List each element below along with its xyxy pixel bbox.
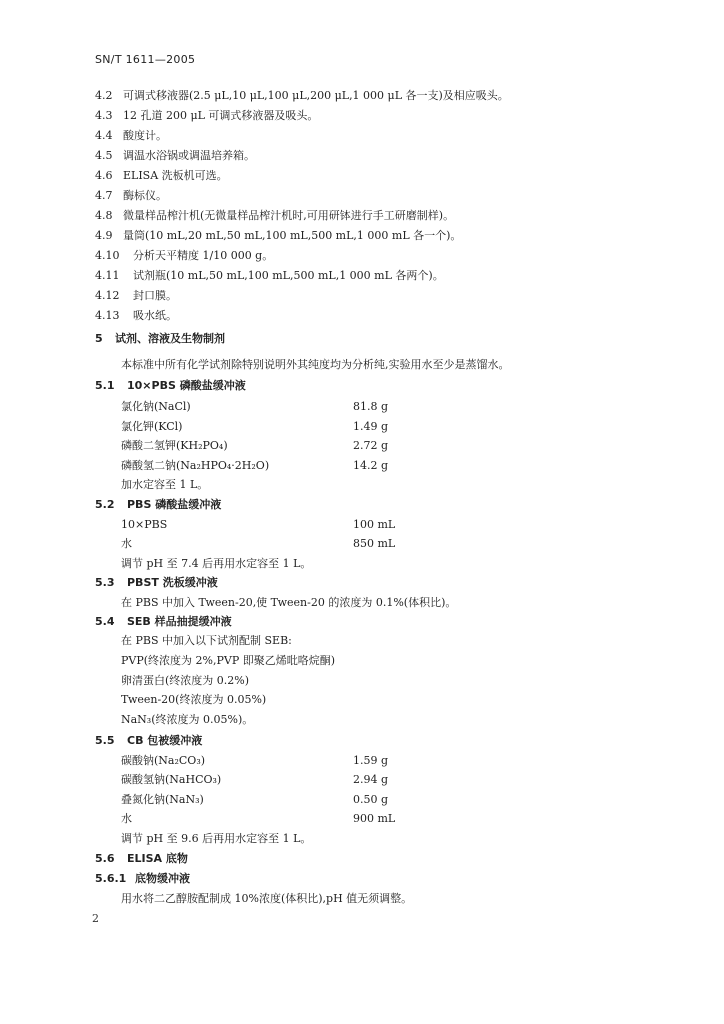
item-text: 分析天平精度 1/10 000 g。 bbox=[133, 249, 274, 262]
subsection-number: 5.3 bbox=[95, 576, 115, 589]
body-text: NaN₃(终浓度为 0.05%)。 bbox=[121, 713, 254, 726]
reagent-name: 氯化钾(KCl) bbox=[121, 420, 183, 433]
item-text: 调温水浴锅或调温培养箱。 bbox=[123, 149, 255, 162]
item-text: 吸水纸。 bbox=[133, 309, 177, 322]
item-number: 4.10 bbox=[95, 249, 120, 262]
subsection-title: 底物缓冲液 bbox=[135, 872, 190, 885]
item-text: 12 孔道 200 μL 可调式移液器及吸头。 bbox=[123, 109, 319, 122]
item-text: ELISA 洗板机可选。 bbox=[123, 169, 228, 182]
reagent-amount: 0.50 g bbox=[353, 793, 389, 806]
body-text: 在 PBS 中加入以下试剂配制 SEB: bbox=[121, 634, 292, 647]
reagent-name: 磷酸二氢钾(KH₂PO₄) bbox=[121, 439, 228, 452]
subsection-number: 5.2 bbox=[95, 498, 115, 511]
note-text: 调节 pH 至 9.6 后再用水定容至 1 L。 bbox=[121, 832, 312, 845]
reagent-name: 水 bbox=[121, 537, 132, 550]
item-number: 4.8 bbox=[95, 209, 113, 222]
reagent-amount: 100 mL bbox=[353, 518, 396, 531]
item-text: 微量样品榨汁机(无微量样品榨汁机时,可用研钵进行手工研磨制样)。 bbox=[123, 209, 455, 222]
reagent-amount: 2.94 g bbox=[353, 773, 389, 786]
reagent-name: 水 bbox=[121, 812, 132, 825]
subsection-title: PBS 磷酸盐缓冲液 bbox=[127, 498, 222, 511]
body-text: 用水将二乙醇胺配制成 10%浓度(体积比),pH 值无须调整。 bbox=[121, 892, 413, 905]
reagent-amount: 1.49 g bbox=[353, 420, 389, 433]
reagent-amount: 1.59 g bbox=[353, 754, 389, 767]
subsection-number: 5.1 bbox=[95, 379, 115, 392]
item-number: 4.7 bbox=[95, 189, 113, 202]
reagent-name: 10×PBS bbox=[121, 518, 168, 531]
reagent-name: 氯化钠(NaCl) bbox=[121, 400, 191, 413]
reagent-name: 磷酸氢二钠(Na₂HPO₄·2H₂O) bbox=[121, 459, 270, 472]
subsection-number: 5.6 bbox=[95, 852, 115, 865]
subsection-number: 5.6.1 bbox=[95, 872, 127, 885]
item-number: 4.13 bbox=[95, 309, 120, 322]
item-number: 4.3 bbox=[95, 109, 113, 122]
page-number: 2 bbox=[92, 912, 99, 925]
standard-header: SN/T 1611—2005 bbox=[95, 53, 196, 66]
item-text: 量筒(10 mL,20 mL,50 mL,100 mL,500 mL,1 000 mL 各一个)。 bbox=[123, 229, 462, 242]
subsection-title: SEB 样品抽提缓冲液 bbox=[127, 615, 232, 628]
reagent-name: 叠氮化钠(NaN₃) bbox=[121, 793, 204, 806]
note-text: 调节 pH 至 7.4 后再用水定容至 1 L。 bbox=[121, 557, 312, 570]
item-number: 4.11 bbox=[95, 269, 120, 282]
item-number: 4.12 bbox=[95, 289, 120, 302]
subsection-title: CB 包被缓冲液 bbox=[127, 734, 203, 747]
subsection-title: ELISA 底物 bbox=[127, 852, 188, 865]
item-number: 4.9 bbox=[95, 229, 113, 242]
item-text: 酸度计。 bbox=[123, 129, 167, 142]
item-text: 酶标仪。 bbox=[123, 189, 167, 202]
body-text: PVP(终浓度为 2%,PVP 即聚乙烯吡咯烷酮) bbox=[121, 654, 336, 667]
section-number: 5 bbox=[95, 332, 103, 345]
item-text: 封口膜。 bbox=[133, 289, 177, 302]
reagent-amount: 14.2 g bbox=[353, 459, 389, 472]
item-text: 试剂瓶(10 mL,50 mL,100 mL,500 mL,1 000 mL 各两个)。 bbox=[133, 269, 444, 282]
reagent-amount: 81.8 g bbox=[353, 400, 389, 413]
intro-text: 本标准中所有化学试剂除特别说明外其纯度均为分析纯,实验用水至少是蒸馏水。 bbox=[121, 358, 510, 371]
body-text: 卵清蛋白(终浓度为 0.2%) bbox=[121, 674, 250, 687]
reagent-amount: 2.72 g bbox=[353, 439, 389, 452]
reagent-name: 碳酸钠(Na₂CO₃) bbox=[121, 754, 206, 767]
reagent-name: 碳酸氢钠(NaHCO₃) bbox=[121, 773, 222, 786]
body-text: Tween-20(终浓度为 0.05%) bbox=[121, 693, 267, 706]
subsection-number: 5.4 bbox=[95, 615, 115, 628]
item-text: 可调式移液器(2.5 μL,10 μL,100 μL,200 μL,1 000 μL 各一支)及相应吸头。 bbox=[123, 89, 509, 102]
item-number: 4.4 bbox=[95, 129, 113, 142]
subsection-title: PBST 洗板缓冲液 bbox=[127, 576, 218, 589]
body-text: 在 PBS 中加入 Tween-20,使 Tween-20 的浓度为 0.1%(体积比)。 bbox=[121, 596, 457, 609]
subsection-title: 10×PBS 磷酸盐缓冲液 bbox=[127, 379, 246, 392]
item-number: 4.2 bbox=[95, 89, 113, 102]
reagent-amount: 900 mL bbox=[353, 812, 396, 825]
item-number: 4.5 bbox=[95, 149, 113, 162]
section-title: 试剂、溶液及生物制剂 bbox=[115, 332, 225, 345]
reagent-amount: 850 mL bbox=[353, 537, 396, 550]
note-text: 加水定容至 1 L。 bbox=[121, 478, 209, 491]
subsection-number: 5.5 bbox=[95, 734, 115, 747]
item-number: 4.6 bbox=[95, 169, 113, 182]
